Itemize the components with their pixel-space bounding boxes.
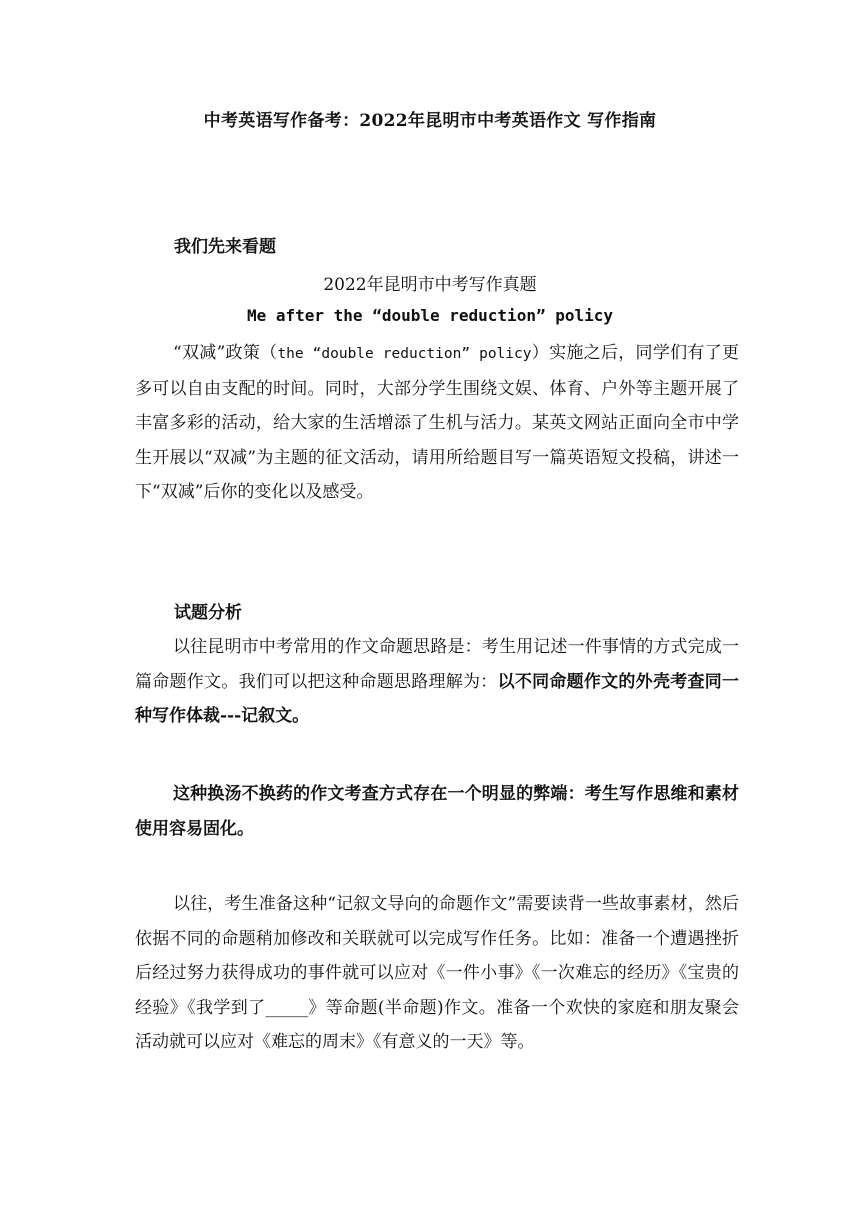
analysis-paragraph-2: 这种换汤不换药的作文考查方式存在一个明显的弊端：考生写作思维和素材使用容易固化。 — [135, 784, 739, 839]
prompt-paragraph — [135, 336, 739, 510]
prompt-title: Me after the “double reduction” policy — [246, 306, 614, 325]
prompt-text-b: ）实施之后，同学们有了更多可以自由支配的时间。同时，大部分学生围绕文娱、体育、户外等主题开展了丰富多彩的活动，给大家的生活增添了生机与活力。某英文网站正面向全市中学生开展以“双减”为主题的征文活动，请用所给题目写一篇英语短文投稿，讲述一下“双减”后你的变化以及感受。 — [135, 343, 739, 502]
exam-title: 2022年昆明市中考写作真题 — [323, 275, 537, 295]
document-title: 中考英语写作备考：2022年昆明市中考英语作文 写作指南 — [203, 111, 657, 131]
analysis-paragraph-1 — [135, 630, 739, 734]
analysis-p1-bold: 以不同命题作文的外壳考查同一种写作体裁---记叙文。 — [135, 671, 740, 726]
section-heading-read-question: 我们先来看题 — [174, 237, 276, 257]
analysis-paragraph-3: 以往，考生准备这种“记叙文导向的命题作文”需要读背一些故事素材，然后依据不同的命题稍加修改和关联就可以完成写作任务。比如：准备一个遭遇挫折后经过努力获得成功的事件就可以应对《一件小事》《一次难忘的经历》《宝贵的经验》《我学到了_____》等命题(半命题)作文。准备一个欢快的家庭和朋友聚会活动就可以应对《难忘的周末》《有意义的一天》等。 — [135, 894, 739, 1052]
section-heading-analysis: 试题分析 — [174, 603, 242, 623]
analysis-p1-text: 以往昆明市中考常用的作文命题思路是：考生用记述一件事情的方式完成一篇命题作文。我们可以把这种命题思路理解为： — [135, 637, 739, 692]
prompt-text-en: the “double reduction” policy — [277, 346, 532, 362]
prompt-text-a: “双减”政策（ — [173, 343, 278, 363]
